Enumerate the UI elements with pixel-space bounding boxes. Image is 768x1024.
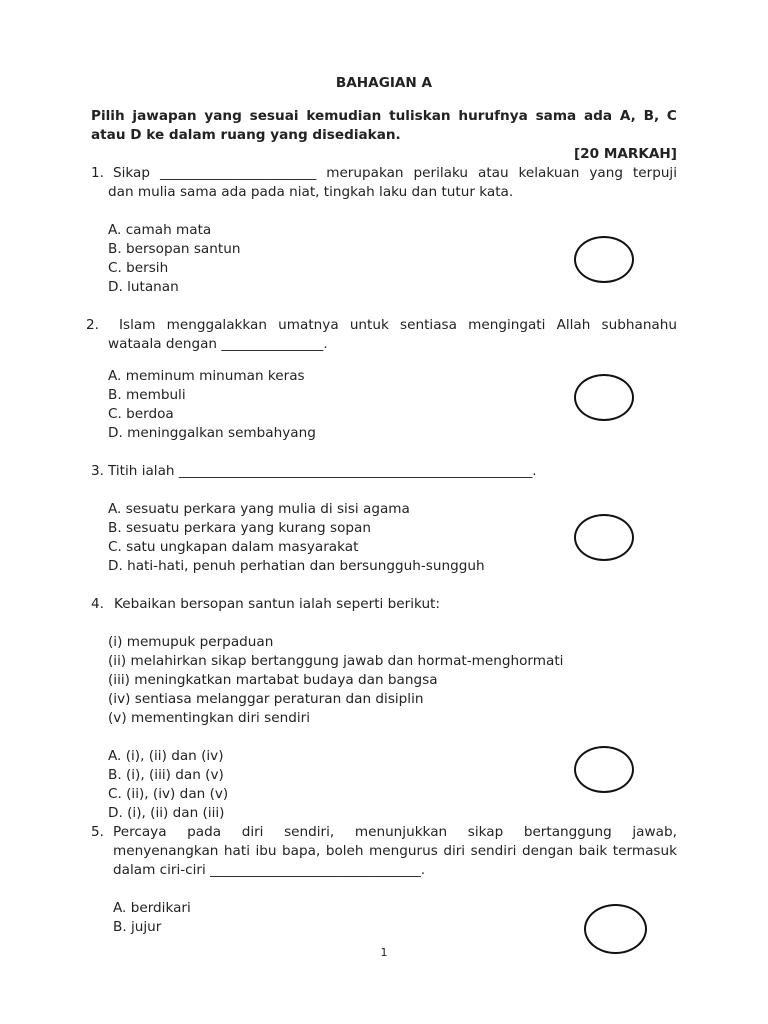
word: jawab, — [632, 824, 677, 840]
word: diri — [241, 824, 264, 840]
q1-option-b: B. bersopan santun — [108, 241, 241, 257]
q5-option-b: B. jujur — [113, 919, 162, 935]
word: yang — [204, 108, 242, 124]
word: mengingati — [468, 317, 546, 333]
q3-option-a: A. sesuatu perkara yang mulia di sisi agama — [108, 501, 410, 517]
q2-number: 2. — [86, 317, 99, 333]
q3-stem-line-1: Titih ialah ____________________________________________________. — [108, 463, 537, 479]
word: hurufnya — [458, 108, 528, 124]
q4-option-a: A. (i), (ii) dan (iv) — [108, 748, 224, 764]
q5-stem-line-3: dalam ciri-ciri _______________________________. — [113, 862, 426, 878]
word: ada — [583, 108, 613, 124]
word: bapa, — [282, 843, 321, 859]
q5-stem-line-2 — [113, 842, 677, 861]
word: boleh — [325, 843, 364, 859]
word: sikap — [467, 824, 504, 840]
q4-statement-iii: (iii) meningkatkan martabat budaya dan bangsa — [108, 672, 438, 688]
word: menyenangkan — [113, 843, 219, 859]
q4-number: 4. — [91, 596, 104, 612]
word: subhanahu — [601, 317, 677, 333]
word: bertanggung — [523, 824, 612, 840]
page-number: 1 — [380, 946, 388, 959]
q1-option-a: A. camah mata — [108, 222, 212, 238]
q1-option-d: D. lutanan — [108, 279, 179, 295]
word: Allah — [556, 317, 591, 333]
word: tuliskan — [389, 108, 451, 124]
q5-option-a: A. berdikari — [113, 900, 191, 916]
q3-number: 3. — [91, 463, 104, 479]
section-title: BAHAGIAN A — [335, 75, 433, 91]
marks-label: [20 MARKAH] — [573, 146, 677, 162]
word: perilaku — [413, 165, 469, 181]
q2-stem-line-2: wataala dengan _______________. — [108, 336, 328, 352]
word: untuk — [349, 317, 389, 333]
q3-option-d: D. hati-hati, penuh perhatian dan bersungguh-sungguh — [108, 558, 485, 574]
q4-statement-iv: (iv) sentiasa melanggar peraturan dan disiplin — [108, 691, 424, 707]
word: termasuk — [612, 843, 677, 859]
q4-option-c: C. (ii), (iv) dan (v) — [108, 786, 229, 802]
q4-statement-i: (i) memupuk perpaduan — [108, 634, 274, 650]
word: sesuai — [249, 108, 299, 124]
word: Percaya — [113, 824, 167, 840]
word: jawapan — [132, 108, 197, 124]
word: sama — [535, 108, 577, 124]
word: terpuji — [632, 165, 677, 181]
q2-option-b: B. membuli — [108, 387, 186, 403]
word: menunjukkan — [354, 824, 448, 840]
q2-stem-line-1 — [119, 316, 677, 335]
q3-option-c: C. satu ungkapan dalam masyarakat — [108, 539, 359, 555]
word: merupakan — [326, 165, 404, 181]
q3-option-b: B. sesuatu perkara yang kurang sopan — [108, 520, 371, 536]
q5-number: 5. — [91, 824, 104, 840]
word: sendiri, — [284, 824, 335, 840]
word: hati — [223, 843, 250, 859]
word: _______________________ — [159, 165, 317, 181]
word: kelakuan — [518, 165, 580, 181]
q4-option-b: B. (i), (iii) dan (v) — [108, 767, 224, 783]
word: pada — [187, 824, 222, 840]
word: umatnya — [278, 317, 339, 333]
word: diri — [443, 843, 466, 859]
q4-option-d: D. (i), (ii) dan (iii) — [108, 805, 225, 821]
q4-stem-line-1: Kebaikan bersopan santun ialah seperti berikut: — [114, 596, 440, 612]
word: atau — [477, 165, 509, 181]
q4-statement-ii: (ii) melahirkan sikap bertanggung jawab dan hormat-menghormati — [108, 653, 564, 669]
word: mengurus — [369, 843, 438, 859]
q3-answer-circle[interactable] — [574, 514, 634, 561]
q1-stem-line-2: dan mulia sama ada pada niat, tingkah laku dan tutur kata. — [108, 184, 514, 200]
q1-stem-line-1 — [113, 164, 677, 183]
word: C — [666, 108, 677, 124]
q5-stem-line-1 — [113, 823, 677, 842]
q4-answer-circle[interactable] — [574, 746, 634, 793]
instruction-line-2: atau D ke dalam ruang yang disediakan. — [91, 127, 401, 143]
q2-option-d: D. meninggalkan sembahyang — [108, 425, 316, 441]
q1-answer-circle[interactable] — [574, 236, 634, 283]
word: menggalakkan — [166, 317, 267, 333]
word: baik — [578, 843, 608, 859]
q2-option-a: A. meminum minuman keras — [108, 368, 305, 384]
word: sendiri — [470, 843, 517, 859]
q1-option-c: C. bersih — [108, 260, 169, 276]
q4-statement-v: (v) mementingkan diri sendiri — [108, 710, 310, 726]
word: yang — [589, 165, 623, 181]
word: Islam — [119, 317, 156, 333]
word: ibu — [255, 843, 277, 859]
word: Pilih — [91, 108, 125, 124]
word: B, — [643, 108, 660, 124]
word: sentiasa — [400, 317, 457, 333]
word: dengan — [521, 843, 574, 859]
instruction-line-1 — [91, 107, 677, 126]
q2-option-c: C. berdoa — [108, 406, 174, 422]
word: kemudian — [306, 108, 382, 124]
word: A, — [619, 108, 636, 124]
q1-number: 1. — [91, 165, 104, 181]
word: Sikap — [113, 165, 150, 181]
q2-answer-circle[interactable] — [574, 374, 634, 421]
